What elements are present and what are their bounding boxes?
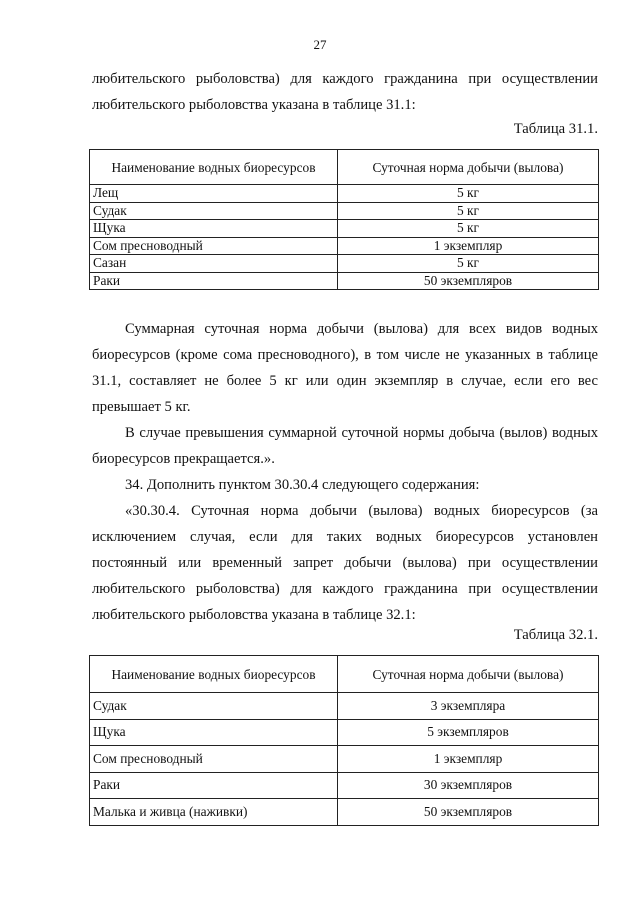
paragraph-exceed: В случае превышения суммарной суточной нормы добыча (вылов) водных биоресурсов прекращается.». (92, 425, 598, 467)
table-row (90, 719, 599, 746)
table-row (90, 220, 599, 238)
page-number: 27 (313, 37, 327, 52)
species-cell: Раки (90, 772, 338, 799)
norm-cell: 5 кг (338, 255, 599, 273)
paragraph-34: 34. Дополнить пунктом 30.30.4 следующего содержания: (125, 477, 480, 493)
norm-cell: 50 экземпляров (338, 799, 599, 826)
norm-cell: 5 кг (338, 220, 599, 238)
table-31-1 (89, 149, 599, 290)
norm-cell: 1 экземпляр (338, 237, 599, 255)
table1-caption: Таблица 31.1. (513, 121, 598, 137)
table-row (90, 202, 599, 220)
norm-cell: 50 экземпляров (338, 272, 599, 290)
column-header: Наименование водных биоресурсов (90, 656, 338, 693)
table-row (90, 237, 599, 255)
species-cell: Судак (90, 202, 338, 220)
column-header: Суточная норма добычи (вылова) (338, 656, 599, 693)
species-cell: Сазан (90, 255, 338, 273)
species-cell: Малька и живца (наживки) (90, 799, 338, 826)
intro-paragraph: любительского рыболовства) для каждого гражданина при осуществлении любительского рыболовства указана в таблице 31.1: (92, 71, 598, 113)
norm-cell: 30 экземпляров (338, 772, 599, 799)
table-row (90, 272, 599, 290)
norm-cell: 5 кг (338, 202, 599, 220)
table-32-1 (89, 655, 599, 826)
norm-cell: 5 кг (338, 185, 599, 203)
table-row (90, 255, 599, 273)
table-row (90, 772, 599, 799)
table2-caption: Таблица 32.1. (513, 627, 598, 643)
norm-cell: 3 экземпляра (338, 693, 599, 720)
species-cell: Щука (90, 220, 338, 238)
species-cell: Лещ (90, 185, 338, 203)
table-row (90, 185, 599, 203)
table-header-row (90, 150, 599, 185)
species-cell: Раки (90, 272, 338, 290)
species-cell: Щука (90, 719, 338, 746)
species-cell: Судак (90, 693, 338, 720)
paragraph-total-norm: Суммарная суточная норма добычи (вылова) для всех видов водных биоресурсов (кроме сома пресноводного), в том числе не указанных в таблице 31.1, составляет не более 5 кг или один экземпляр в случае, если его вес превышает 5 кг. (92, 321, 598, 415)
table-row (90, 693, 599, 720)
species-cell: Сом пресноводный (90, 237, 338, 255)
species-cell: Сом пресноводный (90, 746, 338, 773)
paragraph-30-30-4: «30.30.4. Суточная норма добычи (вылова) водных биоресурсов (за исключением случая, если для таких водных биоресурсов установлен постоянный или временный запрет добычи (вылова) при осуществлении любительского рыболовства) для каждого гражданина при осуществлении любительского рыболовства указана в таблице 32.1: (92, 503, 598, 623)
column-header: Наименование водных биоресурсов (90, 150, 338, 185)
table-row (90, 746, 599, 773)
norm-cell: 1 экземпляр (338, 746, 599, 773)
table-row (90, 799, 599, 826)
table-header-row (90, 656, 599, 693)
column-header: Суточная норма добычи (вылова) (338, 150, 599, 185)
norm-cell: 5 экземпляров (338, 719, 599, 746)
